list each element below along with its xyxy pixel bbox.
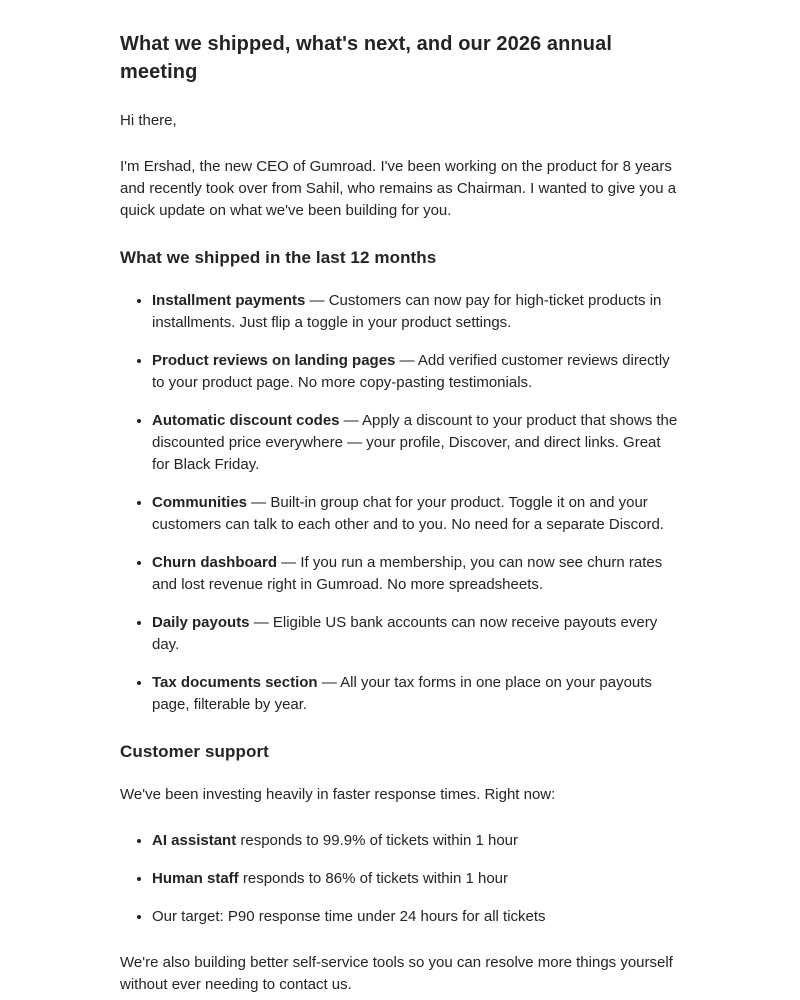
list-item-text: — Built-in group chat for your product. Toggle it on and your customers can talk to each other and to you. No need for a separate Discord.: [152, 494, 664, 533]
list-item-term: Automatic discount codes: [152, 412, 340, 429]
support-outro-paragraph: We're also building better self-service tools so you can resolve more things yourself without ever needing to contact us.: [120, 954, 673, 993]
list-item-term: Daily payouts: [152, 614, 250, 631]
email-content: [120, 30, 680, 996]
list-item: [152, 410, 680, 476]
list-item-text: Our target: P90 response time under 24 hours for all tickets: [152, 908, 546, 925]
list-item-term: Installment payments: [152, 292, 306, 309]
list-item-text: — All your tax forms in one place on your payouts page, filterable by year.: [152, 674, 652, 713]
list-item-text: — Apply a discount to your product that shows the discounted price everywhere — your profile, Discover, and direct links. Great for Black Friday.: [152, 412, 678, 473]
list-item-term: Product reviews on landing pages: [152, 352, 396, 369]
intro-paragraph: I'm Ershad, the new CEO of Gumroad. I've been working on the product for 8 years and recently took over from Sahil, who remains as Chairman. I wanted to give you a quick update on what we've been building for you.: [120, 158, 677, 219]
list-item-term: Communities: [152, 494, 248, 511]
list-item-text: responds to 99.9% of tickets within 1 hour: [236, 832, 519, 849]
list-item-text: — Eligible US bank accounts can now receive payouts every day.: [152, 614, 658, 653]
list-item-text: — Customers can now pay for high-ticket products in installments. Just flip a toggle in your product settings.: [152, 292, 662, 331]
list-item-term: AI assistant: [152, 832, 237, 849]
list-item-text: — Add verified customer reviews directly to your product page. No more copy-pasting testimonials.: [152, 352, 670, 391]
list-item: [152, 830, 680, 852]
list-item: [152, 552, 680, 596]
list-item-term: Tax documents section: [152, 674, 318, 691]
list-item-text: — If you run a membership, you can now see churn rates and lost revenue right in Gumroad. No more spreadsheets.: [152, 554, 663, 593]
list-item-term: Churn dashboard: [152, 554, 278, 571]
section-heading-shipped: What we shipped in the last 12 months: [120, 248, 437, 267]
list-item: [152, 906, 680, 928]
support-lead-paragraph: We've been investing heavily in faster response times. Right now:: [120, 786, 556, 803]
page-title: What we shipped, what's next, and our 2026 annual meeting: [120, 33, 612, 83]
list-item: [152, 868, 680, 890]
section-heading-support: Customer support: [120, 742, 269, 761]
shipped-bullet-list: [120, 290, 680, 716]
list-item-term: Human staff: [152, 870, 239, 887]
list-item: [152, 350, 680, 394]
list-item: [152, 492, 680, 536]
list-item: [152, 290, 680, 334]
list-item: [152, 672, 680, 716]
list-item-text: responds to 86% of tickets within 1 hour: [238, 870, 508, 887]
list-item: [152, 612, 680, 656]
support-bullet-list: [120, 830, 680, 928]
greeting-text: Hi there,: [120, 112, 177, 129]
